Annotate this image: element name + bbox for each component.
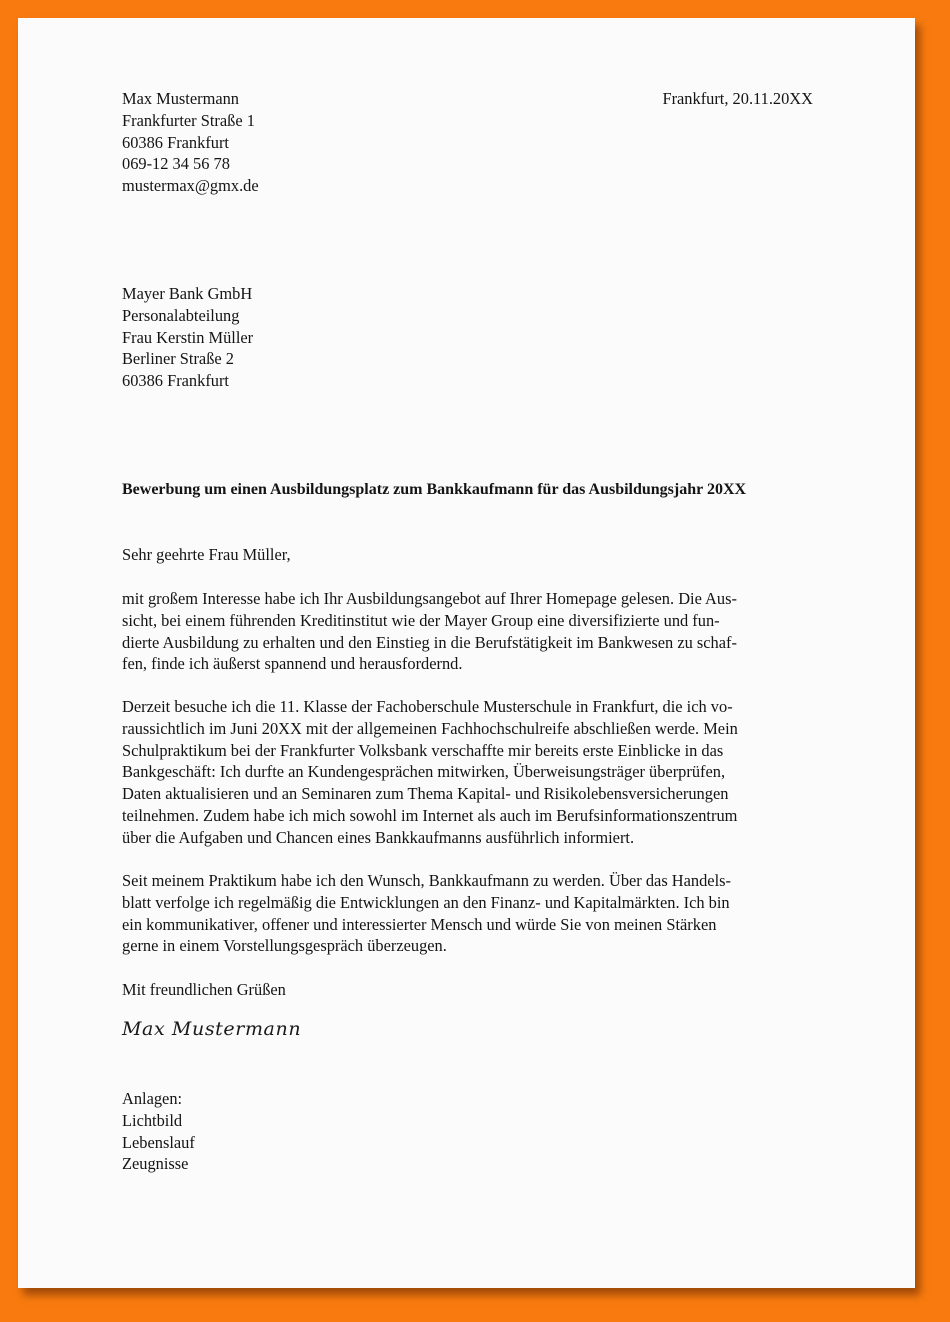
attachments-heading: Anlagen: [122, 1089, 183, 1108]
paragraph-line: Seit meinem Praktikum habe ich den Wunsch, Bankkaufmann zu werden. Über das Handels- [122, 871, 731, 890]
sender-email: mustermax@gmx.de [122, 176, 259, 196]
paragraph-line: Bankgeschäft: Ich durfte an Kundengesprächen mitwirken, Überweisungsträger überprüfen, [122, 762, 726, 782]
paragraph-line: blatt verfolge ich regelmäßig die Entwicklungen an den Finanz- und Kapitalmärkten. Ich bin [122, 892, 730, 912]
body-paragraph-3 [122, 870, 731, 957]
body-paragraph-1 [122, 588, 737, 675]
paragraph-line: dierte Ausbildung zu erhalten und den Einstieg in die Berufstätigkeit im Bankwesen zu schaf- [122, 632, 737, 652]
letter-date: Frankfurt, 20.11.20XX [662, 89, 813, 108]
paragraph-line: Schulpraktikum bei der Frankfurter Volksbank verschaffte mir bereits erste Einblicke in das [122, 740, 724, 760]
letter-page [18, 18, 915, 1288]
recipient-contact: Frau Kerstin Müller [122, 327, 254, 347]
sender-name: Max Mustermann [122, 89, 239, 108]
recipient-department: Personalabteilung [122, 305, 240, 325]
sender-address [122, 88, 259, 197]
paragraph-line: fen, finde ich äußerst spannend und herausfordernd. [122, 654, 463, 674]
paragraph-line: raussichtlich im Juni 20XX mit der allgemeinen Fachhochschulreife abschließen werde. Mein [122, 718, 738, 738]
attachment-item: Lichtbild [122, 1110, 183, 1130]
sender-city: 60386 Frankfurt [122, 132, 229, 152]
attachment-item: Lebenslauf [122, 1132, 195, 1152]
paragraph-line: mit großem Interesse habe ich Ihr Ausbildungsangebot auf Ihrer Homepage gelesen. Die Aus- [122, 589, 737, 608]
paragraph-line: ein kommunikativer, offener und interessierter Mensch und würde Sie von meinen Stärken [122, 914, 717, 934]
sender-street: Frankfurter Straße 1 [122, 110, 255, 130]
attachments-list [122, 1088, 195, 1175]
recipient-street: Berliner Straße 2 [122, 349, 234, 369]
recipient-city: 60386 Frankfurt [122, 371, 229, 391]
closing-phrase: Mit freundlichen Grüßen [122, 980, 286, 999]
handwritten-signature: Max Mustermann [122, 1018, 302, 1040]
recipient-company: Mayer Bank GmbH [122, 284, 253, 303]
paragraph-line: Daten aktualisieren und an Seminaren zum Thema Kapital- und Risikolebensversicherungen [122, 784, 729, 804]
letter-subject: Bewerbung um einen Ausbildungsplatz zum Bankkaufmann für das Ausbildungsjahr 20XX [122, 481, 747, 498]
paragraph-line: sicht, bei einem führenden Kreditinstitut wie der Mayer Group eine diversifizierte und fun- [122, 610, 720, 630]
paragraph-line: teilnehmen. Zudem habe ich mich sowohl im Internet als auch im Berufsinformationszentrum [122, 805, 738, 825]
recipient-address [122, 283, 253, 392]
body-paragraph-2 [122, 696, 738, 849]
salutation: Sehr geehrte Frau Müller, [122, 545, 291, 564]
paragraph-line: gerne in einem Vorstellungsgespräch überzeugen. [122, 936, 447, 956]
paragraph-line: über die Aufgaben und Chancen eines Bankkaufmanns ausführlich informiert. [122, 827, 635, 847]
sender-phone: 069-12 34 56 78 [122, 154, 230, 174]
paragraph-line: Derzeit besuche ich die 11. Klasse der Fachoberschule Musterschule in Frankfurt, die ich vo- [122, 697, 733, 716]
attachment-item: Zeugnisse [122, 1154, 189, 1174]
